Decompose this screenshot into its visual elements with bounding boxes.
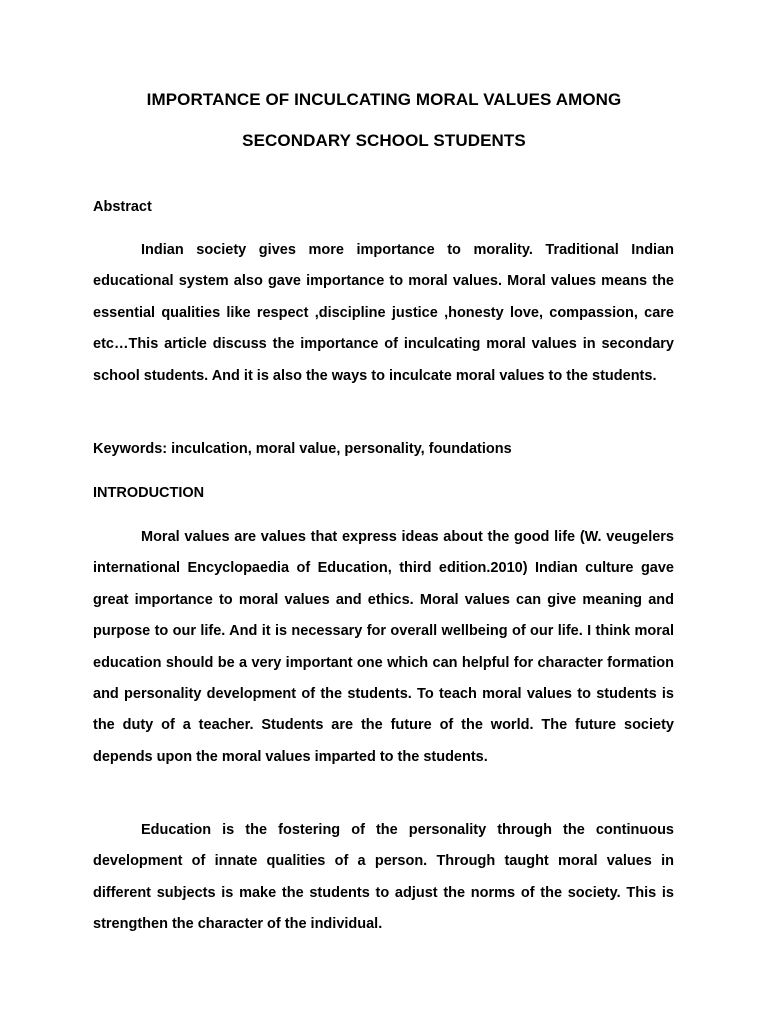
document-title-line-2: SECONDARY SCHOOL STUDENTS (242, 131, 526, 150)
introduction-heading: INTRODUCTION (93, 485, 205, 501)
abstract-heading: Abstract (93, 199, 152, 215)
document-title-line-1: IMPORTANCE OF INCULCATING MORAL VALUES AMONG (146, 90, 622, 109)
introduction-paragraph-2: Education is the fostering of the personality through the continuous development of innate qualities of a person. Through taught moral values in different subjects is make the students to adjust the norms of the society. This is strengthen the character of the individual. (93, 822, 674, 933)
introduction-paragraph-1: Moral values are values that express ideas about the good life (W. veugelers international Encyclopaedia of Education, third edition.2010) Indian culture gave great importance to moral values and ethics. Moral values can give meaning and purpose to our life. And it is necessary for overall wellbeing of our life. I think moral education should be a very important one which can helpful for character formation and personality development of the students. To teach moral values to students is the duty of a teacher. Students are the future of the world. The future society depends upon the moral values imparted to the students. (93, 529, 674, 765)
abstract-paragraph: Indian society gives more importance to morality. Traditional Indian educational system also gave importance to moral values. Moral values means the essential qualities like respect ,discipline justice ,honesty love, compassion, care etc…This article discuss the importance of inculcating moral values in secondary school students. And it is also the ways to inculcate moral values to the students. (93, 242, 674, 384)
keywords-line: Keywords: inculcation, moral value, personality, foundations (93, 441, 512, 457)
